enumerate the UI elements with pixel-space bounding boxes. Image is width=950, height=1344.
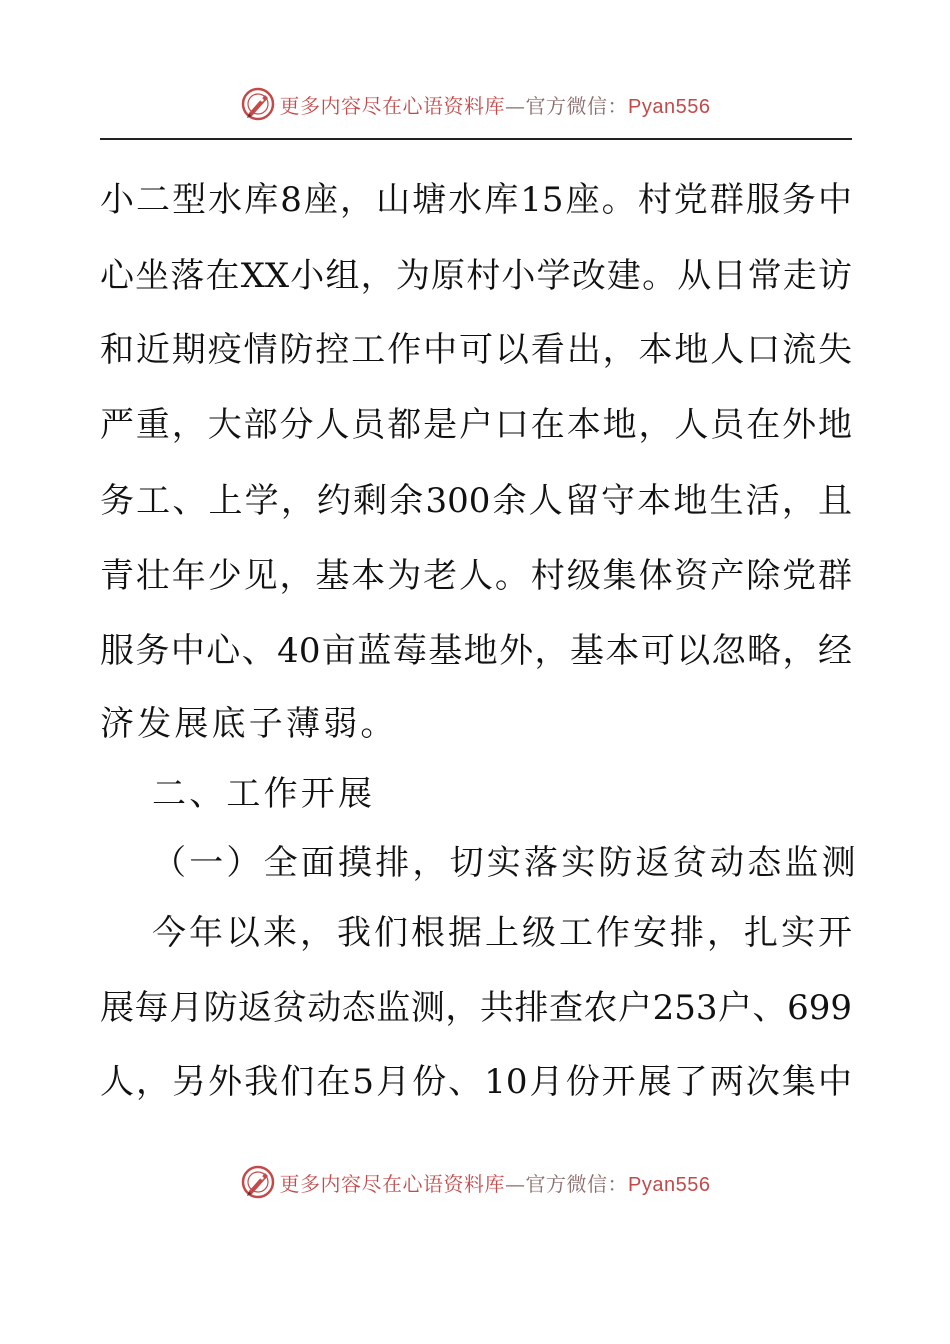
banner-wechat-label: 官方微信： [525,93,629,118]
banner-site-name: 更多内容尽在心语资料库 [279,93,506,118]
banner-text [280,90,711,119]
paragraph-line: 展每月防返贫动态监测，共排查农户253户、699 [100,988,852,1028]
header-rule [100,138,852,140]
section-heading: 二、工作开展 [152,774,376,814]
paragraph-line: 心坐落在XX小组，为原村小学改建。从日常走访 [100,256,852,296]
paragraph-line: 严重，大部分人员都是户口在本地，人员在外地 [100,405,852,445]
paragraph-line: 小二型水库8座，山塘水库15座。村党群服务中 [100,180,852,220]
banner-dash: — [505,93,526,118]
paragraph-line: 今年以来，我们根据上级工作安排，扎实开 [152,913,852,953]
banner-wechat-label: 官方微信： [525,1171,629,1196]
pen-logo-icon [240,86,276,122]
banner-dash: — [505,1171,526,1196]
paragraph-line: 人，另外我们在5月份、10月份开展了两次集中 [100,1062,852,1102]
paragraph-line: 济发展底子薄弱。 [100,704,398,744]
paragraph-line: 务工、上学，约剩余300余人留守本地生活，且 [100,481,852,521]
banner-wechat-id: Pyan556 [628,95,711,118]
paragraph-line: 服务中心、40亩蓝莓基地外，基本可以忽略，经 [100,631,852,671]
paragraph-line: 青壮年少见，基本为老人。村级集体资产除党群 [100,556,852,596]
header-banner [0,84,950,124]
banner-text [280,1168,711,1197]
subsection-heading: （一）全面摸排，切实落实防返贫动态监测 [152,843,859,883]
pen-logo-icon [240,1164,276,1200]
footer-banner [0,1162,950,1202]
paragraph-line: 和近期疫情防控工作中可以看出，本地人口流失 [100,330,852,370]
banner-site-name: 更多内容尽在心语资料库 [279,1171,506,1196]
banner-wechat-id: Pyan556 [628,1173,711,1196]
